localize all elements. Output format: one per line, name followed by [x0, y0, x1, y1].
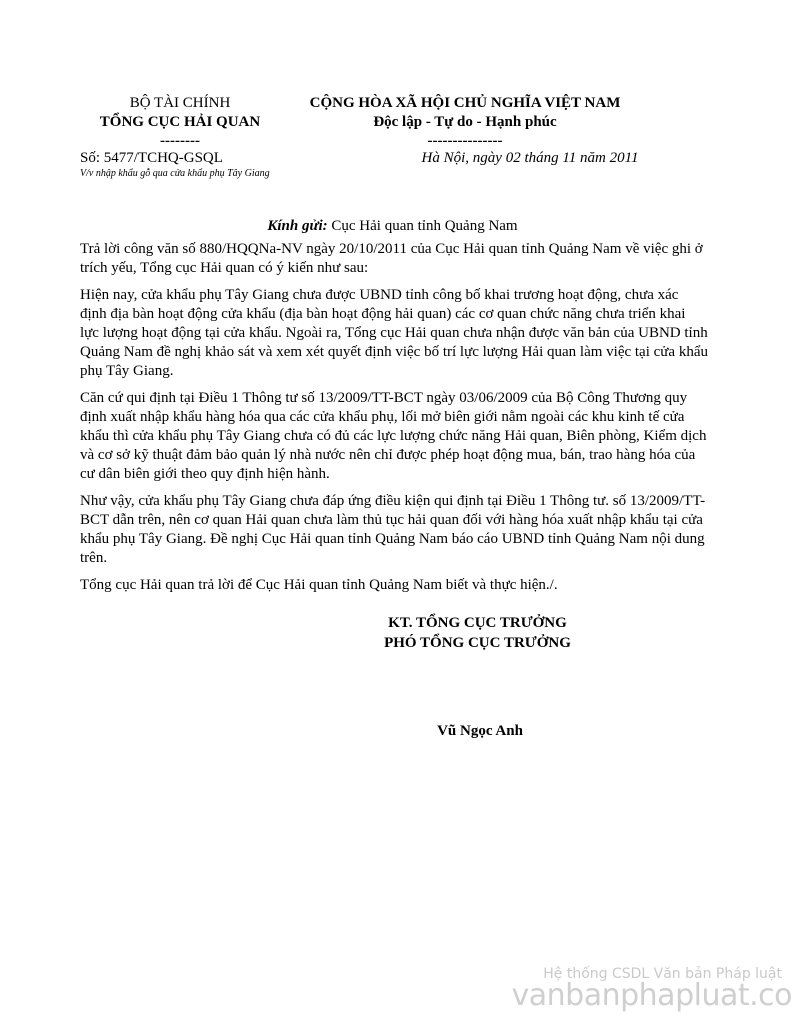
- body-paragraph: Như vậy, cửa khẩu phụ Tây Giang chưa đáp ứng điều kiện qui định tại Điều 1 Thông tư. số 13/2009/TT-BCT dẫn trên, nên cơ quan Hải quan chưa làm thủ tục hải quan đối với hàng hóa xuất nhập khẩu tại cửa khẩu phụ Tây Giang. Đề nghị Cục Hải quan tỉnh Quảng Nam báo cáo UBND tỉnh Quảng Nam nội dung trên.: [80, 493, 706, 566]
- document-subject: V/v nhập khẩu gỗ qua cửa khẩu phụ Tây Giang: [80, 168, 270, 179]
- watermark-site: vanbanphapluat.co: [511, 978, 792, 1013]
- agency-name: TỔNG CỤC HẢI QUAN: [99, 114, 261, 130]
- motto-divider: ---------------: [427, 133, 503, 149]
- national-header: [290, 94, 640, 151]
- place-and-date: Hà Nội, ngày 02 tháng 11 năm 2011: [421, 150, 639, 166]
- body-paragraph: Hiện nay, cửa khẩu phụ Tây Giang chưa được UBND tỉnh công bố khai trương hoạt động, chưa xác định địa bàn hoạt động cửa khẩu (địa bàn hoạt động hải quan) các cơ quan chức năng chưa triển khai lực lượng hoạt động tại cửa khẩu. Ngoài ra, Tổng cục Hải quan chưa nhận được văn bản của UBND tỉnh Quảng Nam đề nghị khảo sát và xem xét quyết định việc bố trí lực lượng Hải quan làm việc tại cửa khẩu phụ Tây Giang.: [80, 287, 708, 379]
- signature-title-2: PHÓ TỔNG CỤC TRƯỞNG: [384, 635, 571, 651]
- watermark-caption: Hệ thống CSDL Văn bản Pháp luật: [543, 966, 782, 982]
- parent-agency-name: BỘ TÀI CHÍNH: [129, 95, 231, 111]
- recipient-line: [80, 217, 705, 235]
- document-body: [80, 240, 708, 603]
- body-paragraph: Trả lời công văn số 880/HQQNa-NV ngày 20/10/2011 của Cục Hải quan tỉnh Quảng Nam về việc ghi ở trích yếu, Tổng cục Hải quan có ý kiến như sau:: [80, 241, 703, 276]
- recipient-label: Kính gửi:: [267, 218, 328, 234]
- country-name: CỘNG HÒA XÃ HỘI CHỦ NGHĨA VIỆT NAM: [309, 95, 621, 111]
- document-number: Số: 5477/TCHQ-GSQL: [80, 150, 223, 166]
- body-paragraph: Tổng cục Hải quan trả lời để Cục Hải quan tỉnh Quảng Nam biết và thực hiện./.: [80, 577, 558, 593]
- recipient-name: Cục Hải quan tỉnh Quảng Nam: [327, 218, 518, 234]
- agency-divider: --------: [160, 133, 200, 149]
- signer-name: Vũ Ngọc Anh: [437, 723, 523, 739]
- signature-title-1: KT. TỔNG CỤC TRƯỞNG: [388, 615, 567, 631]
- national-motto: Độc lập - Tự do - Hạnh phúc: [373, 114, 557, 130]
- agency-header: [80, 94, 280, 151]
- body-paragraph: Căn cứ qui định tại Điều 1 Thông tư số 13/2009/TT-BCT ngày 03/06/2009 của Bộ Công Thương quy định xuất nhập khẩu hàng hóa qua các cửa khẩu phụ, lối mở biên giới nằm ngoài các khu kinh tế cửa khẩu thì cửa khẩu phụ Tây Giang chưa có đủ các lực lượng chức năng Hải quan, Biên phòng, Kiểm dịch và cơ sở kỹ thuật đảm bảo quản lý nhà nước nên chỉ được phép hoạt động mua, bán, trao hàng hóa của cư dân biên giới theo quy định hiện hành.: [80, 390, 707, 482]
- signature-block: [340, 613, 615, 653]
